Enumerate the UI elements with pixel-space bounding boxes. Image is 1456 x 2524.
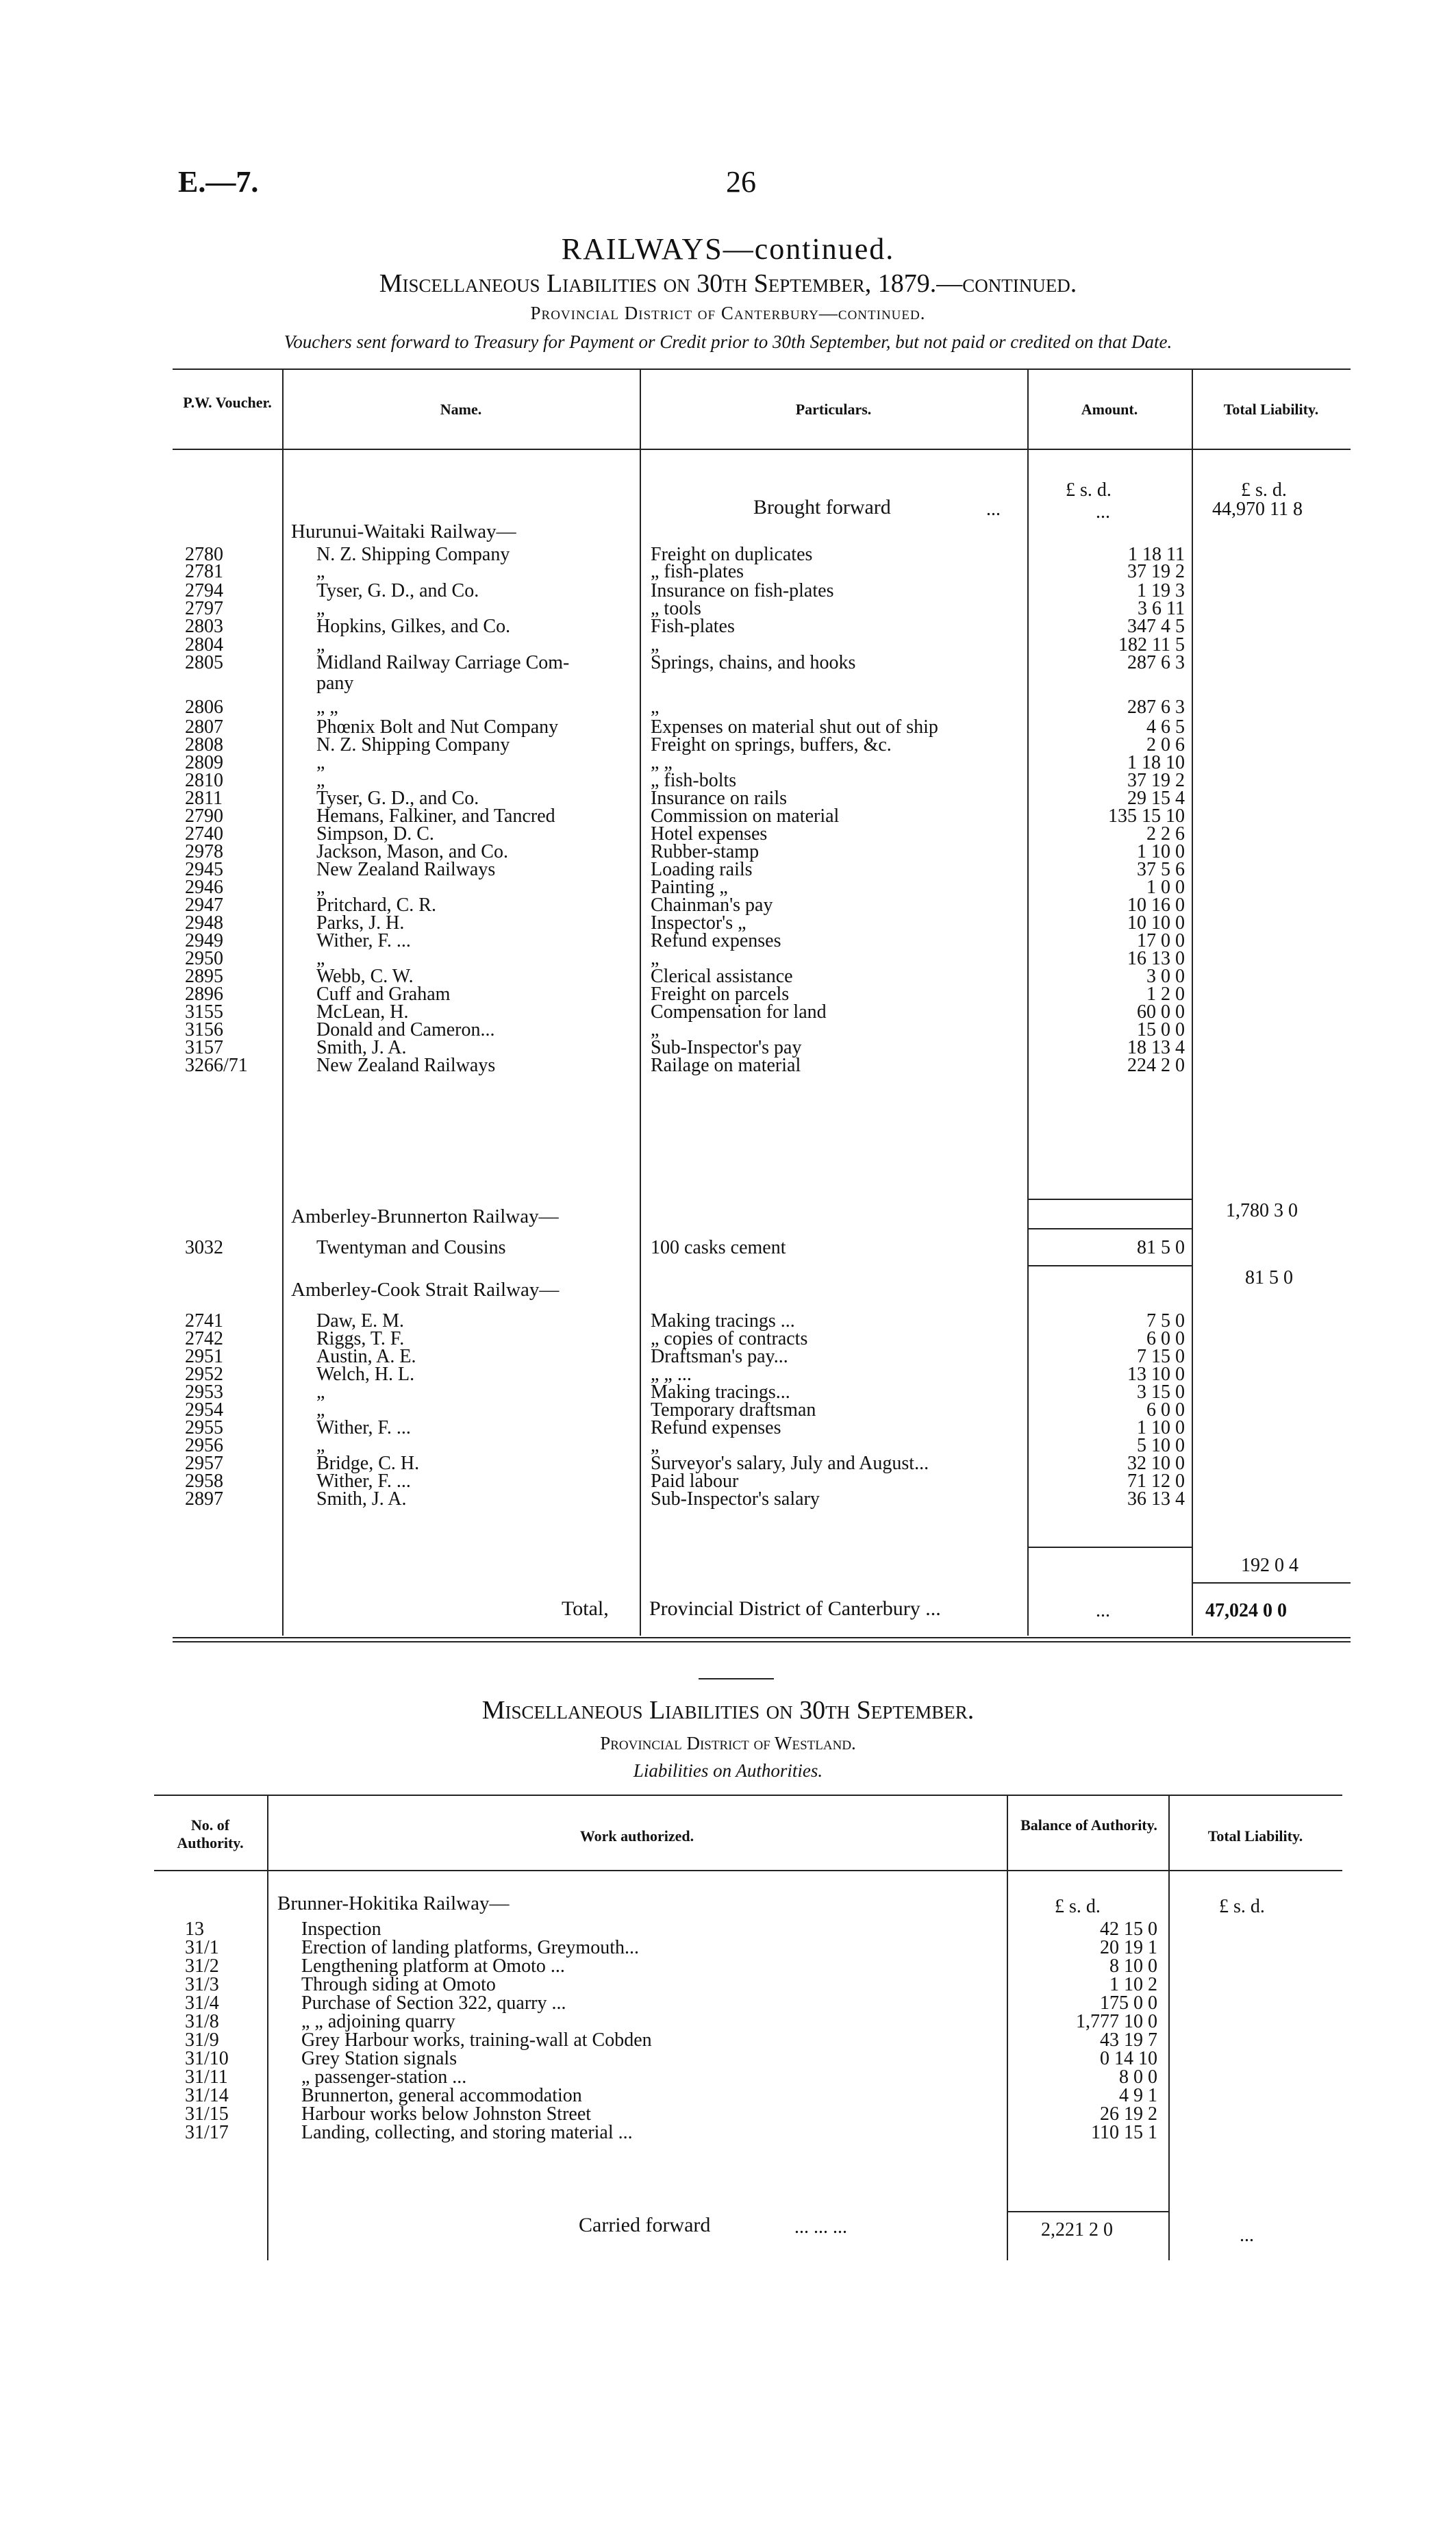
name-cell: Bridge, C. H. — [316, 1453, 420, 1474]
voucher-cell: 2955 — [185, 1417, 223, 1438]
amount-cell: 3 15 0 — [1137, 1382, 1185, 1403]
name-cell: Smith, J. A. — [316, 1488, 407, 1510]
name-cell: Tyser, G. D., and Co. — [316, 580, 479, 601]
name-cell: Donald and Cameron... — [316, 1019, 495, 1040]
particulars-cell: Loading rails — [651, 859, 753, 880]
balance-cell: 1 10 2 — [1109, 1974, 1157, 1995]
particulars-cell: „ fish-bolts — [651, 770, 737, 791]
balance-cell: 175 0 0 — [1100, 1992, 1157, 2014]
authority-cell: 31/14 — [185, 2085, 229, 2106]
authority-cell: 13 — [185, 1919, 204, 1940]
amount-cell: 4 6 5 — [1146, 716, 1185, 738]
voucher-cell: 3156 — [185, 1019, 223, 1040]
balance-cell: 4 9 1 — [1119, 2085, 1157, 2106]
particulars-cell: „ tools — [651, 598, 701, 619]
particulars-cell: „ fish-plates — [651, 561, 744, 582]
particulars-cell: Inspector's „ — [651, 912, 746, 934]
voucher-cell: 2808 — [185, 734, 223, 755]
voucher-cell: 2804 — [185, 634, 223, 655]
name-cell: New Zealand Railways — [316, 859, 496, 880]
table-row — [0, 1236, 1456, 1259]
voucher-cell: 2811 — [185, 788, 223, 809]
balance-cell: 26 19 2 — [1100, 2103, 1157, 2125]
particulars-cell: „ — [651, 634, 660, 655]
total-lsd-header: £ s. d. — [1219, 1896, 1265, 1917]
page-number: 26 — [726, 165, 756, 199]
particulars-cell: Commission on material — [651, 805, 840, 827]
name-cell: Jackson, Mason, and Co. — [316, 841, 508, 862]
amount-lsd-header: £ s. d. — [1066, 479, 1112, 501]
work-cell: Erection of landing platforms, Greymouth... — [301, 1937, 639, 1958]
particulars-cell: „ copies of contracts — [651, 1328, 808, 1349]
amount-cell: 2 2 6 — [1146, 823, 1185, 845]
name-cell: Cuff and Graham — [316, 984, 451, 1005]
voucher-cell: 2956 — [185, 1435, 223, 1456]
particulars-cell: Sub-Inspector's pay — [651, 1037, 802, 1058]
balance-cell: 43 19 7 — [1100, 2029, 1157, 2051]
name-cell: „ „ — [316, 697, 338, 718]
section-separator — [699, 1678, 774, 1679]
col-header-authority: No. of Authority. — [177, 1816, 244, 1851]
table1-bottom-rule — [173, 1641, 1351, 1642]
authority-cell: 31/8 — [185, 2011, 219, 2032]
amount-cell: 287 6 3 — [1127, 697, 1185, 718]
total-amount: ... — [1096, 1600, 1110, 1621]
section2-title: Miscellaneous Liabilities on 30th September. — [481, 1696, 975, 1725]
voucher-cell: 3155 — [185, 1001, 223, 1023]
particulars-cell: Springs, chains, and hooks — [651, 652, 856, 673]
col-header-particulars: Particulars. — [795, 401, 872, 418]
name-cell: „ — [316, 1399, 325, 1421]
section2-heading: Brunner-Hokitika Railway— — [277, 1892, 510, 1914]
particulars-cell: Insurance on fish-plates — [651, 580, 834, 601]
voucher-cell: 2958 — [185, 1471, 223, 1492]
work-cell: Purchase of Section 322, quarry ... — [301, 1992, 566, 2014]
name-cell: Parks, J. H. — [316, 912, 405, 934]
voucher-cell: 2951 — [185, 1346, 223, 1367]
balance-cell: 1,777 10 0 — [1076, 2011, 1157, 2032]
amount-cell: 37 19 2 — [1127, 561, 1185, 582]
particulars-cell: Making tracings ... — [651, 1310, 795, 1332]
particulars-cell: Sub-Inspector's salary — [651, 1488, 820, 1510]
amount-cell: 3 6 11 — [1138, 598, 1185, 619]
subtotal-amberley-brunnerton: 81 5 0 — [1245, 1267, 1293, 1288]
amount-cell: 18 13 4 — [1127, 1037, 1185, 1058]
voucher-cell: 2948 — [185, 912, 223, 934]
particulars-cell: „ „ ... — [651, 1364, 692, 1385]
voucher-cell: 2780 — [185, 544, 223, 565]
col-header-amount: Amount. — [1081, 401, 1138, 418]
voucher-cell: 2947 — [185, 895, 223, 916]
particulars-cell: „ — [651, 697, 660, 718]
carried-forward-dots: ... ... ... — [794, 2216, 847, 2238]
page-ref: E.—7. — [178, 165, 259, 199]
particulars-cell: Temporary draftsman — [651, 1399, 816, 1421]
name-cell: „ — [316, 770, 325, 791]
authority-cell: 31/17 — [185, 2122, 229, 2143]
amount-cell: 36 13 4 — [1127, 1488, 1185, 1510]
voucher-cell: 2809 — [185, 752, 223, 773]
section-heading: Amberley-Cook Strait Railway— — [291, 1279, 560, 1301]
name-cell: „ — [316, 634, 325, 655]
amount-cell: 1 19 3 — [1137, 580, 1185, 601]
voucher-cell: 2953 — [185, 1382, 223, 1403]
brought-forward-total: 44,970 11 8 — [1212, 499, 1303, 520]
table1-top-rule — [173, 368, 1351, 370]
particulars-cell: Paid labour — [651, 1471, 739, 1492]
name-cell: Tyser, G. D., and Co. — [316, 788, 479, 809]
col-header-name: Name. — [440, 401, 482, 418]
voucher-cell: 3266/71 — [185, 1055, 248, 1076]
name-cell: McLean, H. — [316, 1001, 409, 1023]
work-cell: „ „ adjoining quarry — [301, 2011, 455, 2032]
amount-cell: 37 5 6 — [1137, 859, 1185, 880]
subtotal-rule — [1027, 1547, 1192, 1548]
col-header-total-liability: Total Liability. — [1207, 1827, 1303, 1845]
amount-cell: 1 18 11 — [1128, 544, 1185, 565]
work-cell: Landing, collecting, and storing material ... — [301, 2122, 633, 2143]
particulars-cell: Clerical assistance — [651, 966, 793, 987]
section2-subtitle: Liabilities on Authorities. — [633, 1760, 823, 1781]
main-title: RAILWAYS—continued. — [561, 232, 895, 266]
particulars-cell: Freight on parcels — [651, 984, 790, 1005]
voucher-cell: 2946 — [185, 877, 223, 898]
name-cell: N. Z. Shipping Company — [316, 544, 510, 565]
table1-bottom-rule — [173, 1637, 1351, 1638]
name-cell: Wither, F. ... — [316, 930, 411, 951]
name-cell: Simpson, D. C. — [316, 823, 434, 845]
name-cell: „ — [316, 948, 325, 969]
voucher-cell: 2781 — [185, 561, 223, 582]
amount-cell: 71 12 0 — [1127, 1471, 1185, 1492]
carried-rule — [1007, 2211, 1168, 2212]
balance-lsd-header: £ s. d. — [1055, 1896, 1101, 1917]
total-lsd-header: £ s. d. — [1241, 479, 1287, 501]
amount-cell: 1 0 0 — [1146, 877, 1185, 898]
amount-cell: 5 10 0 — [1137, 1435, 1185, 1456]
table1-header-rule — [173, 449, 1351, 450]
voucher-cell: 2805 — [185, 652, 223, 673]
balance-cell: 8 10 0 — [1109, 1956, 1157, 1977]
amount-cell: 15 0 0 — [1137, 1019, 1185, 1040]
voucher-cell: 2896 — [185, 984, 223, 1005]
total-particulars: Provincial District of Canterbury ... — [649, 1597, 941, 1620]
amount-cell: 17 0 0 — [1137, 930, 1185, 951]
voucher-cell: 2810 — [185, 770, 223, 791]
name-cell: Hopkins, Gilkes, and Co. — [316, 616, 511, 637]
authority-cell: 31/15 — [185, 2103, 229, 2125]
section-heading: Amberley-Brunnerton Railway— — [291, 1205, 559, 1227]
voucher-cell: 2950 — [185, 948, 223, 969]
name-cell: Midland Railway Carriage Com- — [316, 652, 570, 673]
particulars-cell: Freight on springs, buffers, &c. — [651, 734, 892, 755]
grand-total: 47,024 0 0 — [1205, 1600, 1287, 1621]
balance-cell: 110 15 1 — [1091, 2122, 1157, 2143]
name-cell: „ — [316, 1382, 325, 1403]
work-cell: „ passenger-station ... — [301, 2066, 467, 2088]
work-cell: Inspection — [301, 1919, 381, 1940]
amount-cell: 32 10 0 — [1127, 1453, 1185, 1474]
work-cell: Harbour works below Johnston Street — [301, 2103, 592, 2125]
particulars-cell: 100 casks cement — [651, 1237, 786, 1258]
brought-forward-amount: ... — [1096, 501, 1110, 523]
name-cell: Daw, E. M. — [316, 1310, 405, 1332]
carried-forward-balance: 2,221 2 0 — [1041, 2219, 1113, 2240]
particulars-cell: Fish-plates — [651, 616, 735, 637]
authority-cell: 31/11 — [185, 2066, 228, 2088]
name-cell: Hemans, Falkiner, and Tancred — [316, 805, 555, 827]
amount-cell: 81 5 0 — [1137, 1237, 1185, 1258]
section2-district: Provincial District of Westland. — [600, 1733, 856, 1753]
voucher-cell: 2797 — [185, 598, 223, 619]
voucher-cell: 2790 — [185, 805, 223, 827]
amount-cell: 10 16 0 — [1127, 895, 1185, 916]
voucher-cell: 2741 — [185, 1310, 223, 1332]
amount-cell: 13 10 0 — [1127, 1364, 1185, 1385]
particulars-cell: Railage on material — [651, 1055, 801, 1076]
particulars-cell: Rubber-stamp — [651, 841, 760, 862]
voucher-cell: 2794 — [185, 580, 223, 601]
subtotal-hurunui: 1,780 3 0 — [1226, 1200, 1298, 1221]
district-title: Provincial District of Canterbury—continued. — [530, 303, 926, 323]
voucher-cell: 2954 — [185, 1399, 223, 1421]
section-heading: Hurunui-Waitaki Railway— — [291, 521, 516, 542]
name-cell: Pritchard, C. R. — [316, 895, 436, 916]
name-cell: N. Z. Shipping Company — [316, 734, 510, 755]
amount-cell: 3 0 0 — [1146, 966, 1185, 987]
work-cell: Brunnerton, general accommodation — [301, 2085, 582, 2106]
amount-cell: 6 0 0 — [1146, 1399, 1185, 1421]
voucher-cell: 2897 — [185, 1488, 223, 1510]
subtotal-rule — [1027, 1199, 1192, 1200]
amount-cell: 60 0 0 — [1137, 1001, 1185, 1023]
table-row — [0, 651, 1456, 694]
amount-cell: 224 2 0 — [1127, 1055, 1185, 1076]
voucher-cell: 2949 — [185, 930, 223, 951]
name-cell: Phœnix Bolt and Nut Company — [316, 716, 559, 738]
voucher-cell: 2952 — [185, 1364, 223, 1385]
col-header-total: Total Liability. — [1223, 401, 1319, 418]
vouchers-note: Vouchers sent forward to Treasury for Payment or Credit prior to 30th September, but not paid or credited on that Date. — [284, 332, 1172, 352]
amount-cell: 37 19 2 — [1127, 770, 1185, 791]
voucher-cell: 3032 — [185, 1237, 223, 1258]
amount-cell: 10 10 0 — [1127, 912, 1185, 934]
authority-cell: 31/10 — [185, 2048, 229, 2069]
particulars-cell: Freight on duplicates — [651, 544, 813, 565]
amount-cell: 1 18 10 — [1127, 752, 1185, 773]
balance-cell: 0 14 10 — [1100, 2048, 1157, 2069]
name-cell: Riggs, T. F. — [316, 1328, 405, 1349]
name-cell: Welch, H. L. — [316, 1364, 415, 1385]
authority-cell: 31/9 — [185, 2029, 219, 2051]
table-row — [0, 1488, 1456, 1510]
table-row — [0, 2121, 1456, 2144]
col-header-balance: Balance of Authority. — [1020, 1816, 1157, 1834]
table2-header-rule — [154, 1870, 1342, 1871]
amount-cell: 135 15 10 — [1108, 805, 1185, 827]
voucher-cell: 2978 — [185, 841, 223, 862]
name-cell-continued: pany — [316, 673, 354, 694]
work-cell: Lengthening platform at Omoto ... — [301, 1956, 565, 1977]
particulars-cell: Chainman's pay — [651, 895, 773, 916]
particulars-cell: Compensation for land — [651, 1001, 827, 1023]
name-cell: „ — [316, 598, 325, 619]
voucher-cell: 2740 — [185, 823, 223, 845]
carried-forward-label: Carried forward — [579, 2214, 711, 2236]
authority-cell: 31/3 — [185, 1974, 219, 1995]
subtotal-rule — [1027, 1265, 1192, 1266]
amount-cell: 182 11 5 — [1118, 634, 1185, 655]
particulars-cell: Insurance on rails — [651, 788, 788, 809]
authority-cell: 31/4 — [185, 1992, 219, 2014]
work-cell: Grey Harbour works, training-wall at Cobden — [301, 2029, 652, 2051]
amount-cell: 1 10 0 — [1137, 1417, 1185, 1438]
subtotal-rule — [1192, 1582, 1351, 1584]
voucher-cell: 3157 — [185, 1037, 223, 1058]
balance-cell: 20 19 1 — [1100, 1937, 1157, 1958]
brought-forward-label: Brought forward — [753, 496, 891, 518]
name-cell: „ — [316, 877, 325, 898]
particulars-cell: „ — [651, 1019, 660, 1040]
voucher-cell: 2803 — [185, 616, 223, 637]
particulars-cell: „ — [651, 948, 660, 969]
particulars-cell: „ „ — [651, 752, 673, 773]
amount-cell: 1 10 0 — [1137, 841, 1185, 862]
authority-cell: 31/2 — [185, 1956, 219, 1977]
particulars-cell: Refund expenses — [651, 930, 781, 951]
amount-cell: 1 2 0 — [1146, 984, 1185, 1005]
name-cell: Webb, C. W. — [316, 966, 414, 987]
name-cell: Wither, F. ... — [316, 1417, 411, 1438]
name-cell: Austin, A. E. — [316, 1346, 416, 1367]
brought-forward-dots: ... — [986, 499, 1001, 520]
name-cell: New Zealand Railways — [316, 1055, 496, 1076]
subtitle: Miscellaneous Liabilities on 30th September, 1879.—continued. — [379, 269, 1077, 298]
particulars-cell: Refund expenses — [651, 1417, 781, 1438]
subtotal-rule — [1027, 1228, 1192, 1229]
name-cell: „ — [316, 752, 325, 773]
amount-cell: 7 5 0 — [1146, 1310, 1185, 1332]
particulars-cell: Making tracings... — [651, 1382, 790, 1403]
particulars-cell: Expenses on material shut out of ship — [651, 716, 938, 738]
col-header-voucher: P.W. Voucher. — [183, 394, 272, 411]
particulars-cell: „ — [651, 1435, 660, 1456]
work-cell: Through siding at Omoto — [301, 1974, 496, 1995]
amount-cell: 29 15 4 — [1127, 788, 1185, 809]
name-cell: „ — [316, 1435, 325, 1456]
name-cell: Twentyman and Cousins — [316, 1237, 506, 1258]
authority-cell: 31/1 — [185, 1937, 219, 1958]
voucher-cell: 2957 — [185, 1453, 223, 1474]
amount-cell: 347 4 5 — [1127, 616, 1185, 637]
balance-cell: 8 0 0 — [1119, 2066, 1157, 2088]
name-cell: Wither, F. ... — [316, 1471, 411, 1492]
subtotal-amberley-cook: 192 0 4 — [1241, 1555, 1298, 1576]
voucher-cell: 2742 — [185, 1328, 223, 1349]
carried-forward-total: ... — [1240, 2225, 1254, 2246]
voucher-cell: 2806 — [185, 697, 223, 718]
total-label: Total, — [562, 1597, 609, 1620]
work-cell: Grey Station signals — [301, 2048, 457, 2069]
particulars-cell: Surveyor's salary, July and August... — [651, 1453, 929, 1474]
particulars-cell: Painting „ — [651, 877, 728, 898]
particulars-cell: Draftsman's pay... — [651, 1346, 788, 1367]
voucher-cell: 2807 — [185, 716, 223, 738]
amount-cell: 2 0 6 — [1146, 734, 1185, 755]
voucher-cell: 2895 — [185, 966, 223, 987]
table2-top-rule — [154, 1795, 1342, 1796]
particulars-cell: Hotel expenses — [651, 823, 768, 845]
balance-cell: 42 15 0 — [1100, 1919, 1157, 1940]
name-cell: Smith, J. A. — [316, 1037, 407, 1058]
amount-cell: 287 6 3 — [1127, 652, 1185, 673]
name-cell: „ — [316, 561, 325, 582]
amount-cell: 7 15 0 — [1137, 1346, 1185, 1367]
col-header-work: Work authorized. — [579, 1827, 694, 1845]
amount-cell: 16 13 0 — [1127, 948, 1185, 969]
amount-cell: 6 0 0 — [1146, 1328, 1185, 1349]
table-row — [0, 1054, 1456, 1077]
voucher-cell: 2945 — [185, 859, 223, 880]
